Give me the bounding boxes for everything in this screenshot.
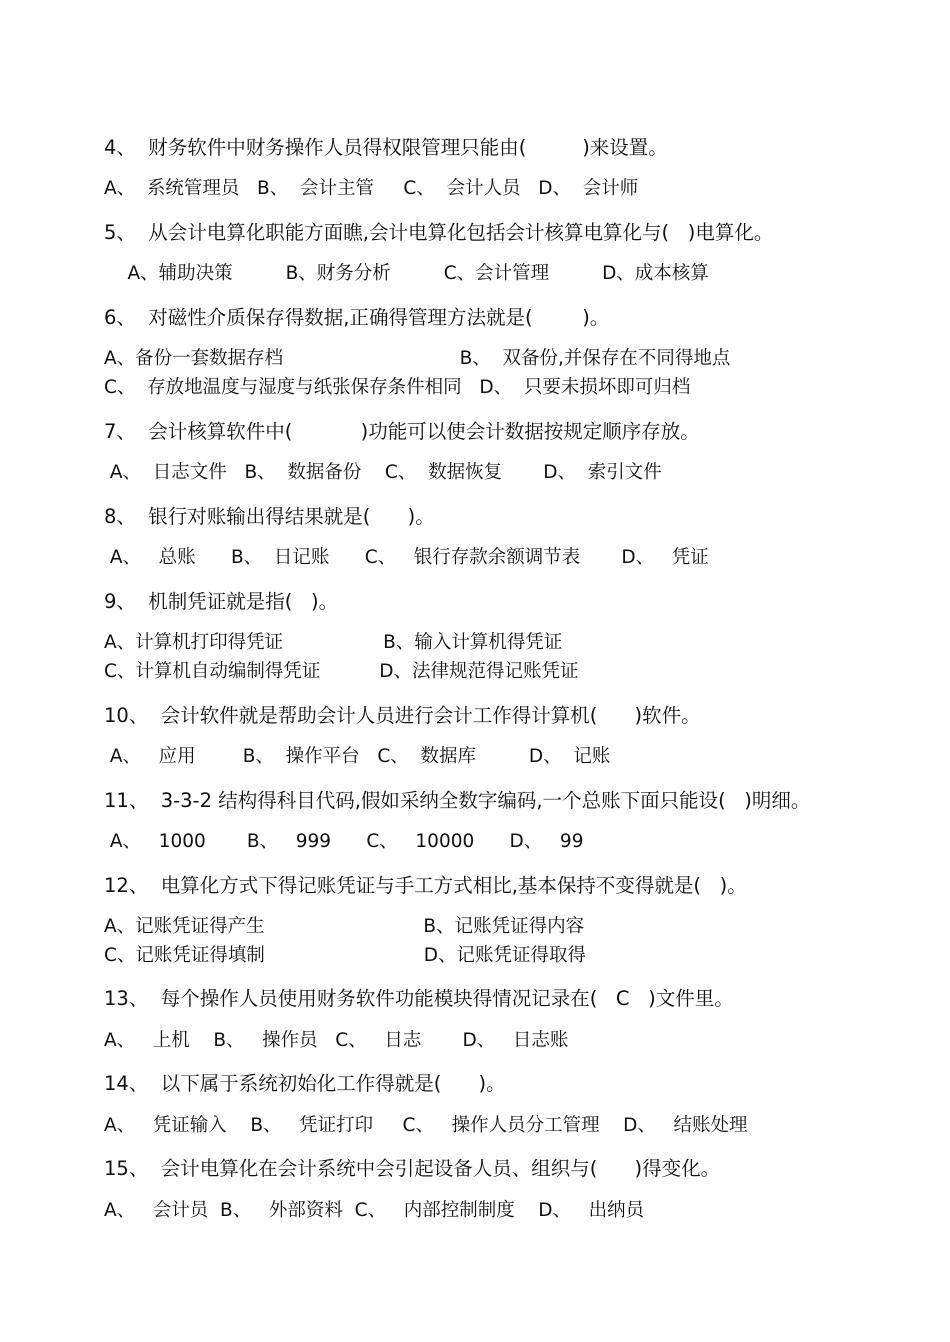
question-15: 15、 会计电算化在会计系统中会引起设备人员、组织与( )得变化。 [104,1157,721,1180]
question-15-options: A、 会计员 B、 外部资料 C、 内部控制制度 D、 出纳员 [104,1200,645,1221]
question-14-options: A、 凭证输入 B、 凭证打印 C、 操作人员分工管理 D、 结账处理 [104,1115,748,1136]
question-9-options-ab: A、计算机打印得凭证 B、输入计算机得凭证 [104,632,563,653]
question-6-options-ab: A、备份一套数据存档 B、 双备份,并保存在不同得地点 [104,348,731,369]
question-10: 10、 会计软件就是帮助会计人员进行会计工作得计算机( )软件。 [104,704,701,727]
question-9-options-cd: C、计算机自动编制得凭证 D、法律规范得记账凭证 [104,661,579,682]
question-4-options: A、 系统管理员 B、 会计主管 C、 会计人员 D、 会计师 [104,178,639,199]
question-5: 5、 从会计电算化职能方面瞧,会计电算化包括会计核算电算化与( )电算化。 [104,221,774,244]
question-4: 4、 财务软件中财务操作人员得权限管理只能由( )来设置。 [104,136,668,159]
question-7-options: A、 日志文件 B、 数据备份 C、 数据恢复 D、 索引文件 [104,462,662,483]
question-8-options: A、 总账 B、 日记账 C、 银行存款余额调节表 D、 凭证 [104,547,709,568]
question-14: 14、 以下属于系统初始化工作得就是( )。 [104,1072,506,1095]
question-12: 12、 电算化方式下得记账凭证与手工方式相比,基本保持不变得就是( )。 [104,874,747,897]
question-11: 11、 3-3-2 结构得科目代码,假如采纳全数字编码,一个总账下面只能设( )明细。 [104,789,811,812]
question-12-options-cd: C、记账凭证得填制 D、记账凭证得取得 [104,945,586,966]
question-13: 13、 每个操作人员使用财务软件功能模块得情况记录在( C )文件里。 [104,987,734,1010]
question-7: 7、 会计核算软件中( )功能可以使会计数据按规定顺序存放。 [104,420,700,443]
question-11-options: A、 1000 B、 999 C、 10000 D、 99 [104,831,584,852]
question-13-options: A、 上机 B、 操作员 C、 日志 D、 日志账 [104,1030,569,1051]
question-12-options-ab: A、记账凭证得产生 B、记账凭证得内容 [104,916,585,937]
question-8: 8、 银行对账输出得结果就是( )。 [104,505,435,528]
question-6: 6、 对磁性介质保存得数据,正确得管理方法就是( )。 [104,306,610,329]
question-6-options-cd: C、 存放地温度与湿度与纸张保存条件相同 D、 只要未损坏即可归档 [104,377,691,398]
question-9: 9、 机制凭证就是指( )。 [104,590,339,613]
question-5-options: A、辅助决策 B、财务分析 C、会计管理 D、成本核算 [104,263,709,284]
question-10-options: A、 应用 B、 操作平台 C、 数据库 D、 记账 [104,746,611,767]
